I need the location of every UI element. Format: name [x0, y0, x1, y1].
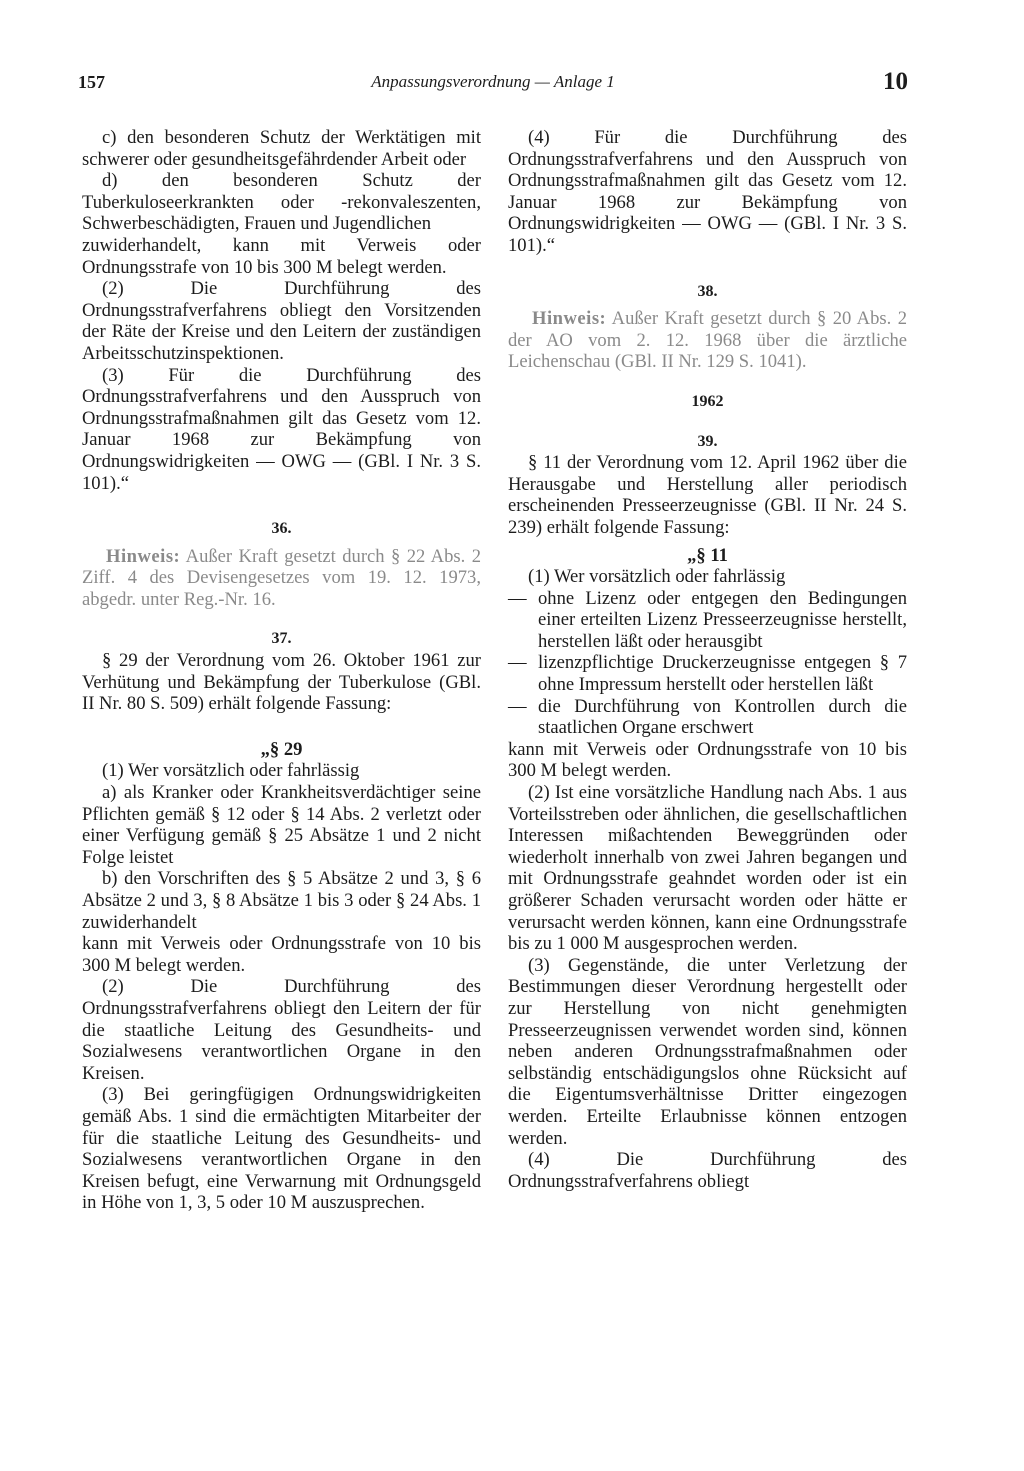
paragraph-29-2: (2) Die Durchführung des Ordnungsstrafverfahrens obliegt den Leitern der für die staatliche Leitung des Gesundheits- und Sozialwesens verantwortlichen Organe in den Kreisen. — [82, 976, 481, 1084]
section-number: 10 — [883, 68, 908, 95]
paragraph-29-penalty: kann mit Verweis oder Ordnungsstrafe von 10 bis 300 M belegt werden. — [82, 933, 481, 976]
list-item-text: ohne Lizenz oder entgegen den Bedingungen einer erteilten Lizenz Presseerzeugnisse herstellt, herstellen läßt oder herausgibt — [538, 587, 907, 652]
paragraph-intro-37: § 29 der Verordnung vom 26. Oktober 1961 zur Verhütung und Bekämpfung der Tuberkulose (GBl. II Nr. 80 S. 509) erhält folgende Fassung: — [82, 650, 481, 715]
list-item — [508, 696, 907, 739]
section-heading-36: 36. — [271, 520, 292, 538]
paragraph-29-b: b) den Vorschriften des § 5 Absätze 2 und 3, § 6 Absätze 2 und 3, § 8 Absätze 1 bis 3 oder § 24 Abs. 1 zuwiderhandelt — [82, 868, 481, 933]
paragraph-2: (2) Die Durchführung des Ordnungsstrafverfahrens obliegt den Vorsitzenden der Räte der Kreise und den Leitern der zuständigen Arbeitsschutzinspektionen. — [82, 278, 481, 364]
paragraph-title-11: „§ 11 — [687, 544, 728, 566]
paragraph-c: c) den besonderen Schutz der Werktätigen mit schwerer oder gesundheitsgefährdender Arbeit oder — [82, 127, 481, 170]
paragraph-11-4: (4) Die Durchführung des Ordnungsstrafverfahrens obliegt — [508, 1149, 907, 1192]
note-36 — [82, 546, 481, 611]
dash-marker: — — [508, 695, 527, 717]
paragraph-d: d) den besonderen Schutz der Tuberkuloseerkrankten oder -rekonvaleszenten, Schwerbeschädigten, Frauen und Jugendlichen — [82, 170, 481, 235]
paragraph-penalty: zuwiderhandelt, kann mit Verweis oder Ordnungsstrafe von 10 bis 300 M belegt werden. — [82, 234, 481, 278]
note-38 — [508, 308, 907, 373]
right-column — [508, 127, 907, 1192]
paragraph-29-3: (3) Bei geringfügigen Ordnungswidrigkeiten gemäß Abs. 1 sind die ermächtigten Mitarbeiter der für die staatliche Leitung des Gesundheits- und Sozialwesens verantwortlichen Organe in den Kreisen befugt, eine Verwarnung mit Ordnungsgeld in Höhe von 1, 3, 5 oder 10 M auszusprechen. — [82, 1084, 481, 1214]
note-label: Hinweis: — [106, 545, 181, 567]
dash-marker: — — [508, 652, 527, 674]
paragraph-11-2: (2) Ist eine vorsätzliche Handlung nach Abs. 1 aus Vorteilsstreben oder ähnlichen, die gesellschaftlichen Interessen mißachtenden Beweggründen oder wiederholt innerhalb von zwei Jahren begangen und mit Ordnungsstrafe geahndet worden oder ist ein größerer Schaden verursacht worden oder hätte er verursacht werden können, kann eine Ordnungsstrafe bis zu 1 000 M ausgesprochen werden. — [508, 782, 907, 955]
paragraph-title-29: „§ 29 — [260, 738, 303, 760]
paragraph-4: (4) Für die Durchführung des Ordnungsstrafverfahrens und den Ausspruch von Ordnungsstrafmaßnahmen gilt das Gesetz vom 12. Januar 1968 zur Bekämpfung von Ordnungswidrigkeiten — OWG — (GBl. I Nr. 3 S. 101).“ — [508, 127, 907, 256]
paragraph-29-1: (1) Wer vorsätzlich oder fahrlässig — [102, 760, 360, 782]
note-text: Außer Kraft gesetzt durch § 22 Abs. 2 Ziff. 4 des Devisengesetzes vom 19. 12. 1973, abgedr. unter Reg.-Nr. 16. — [82, 545, 482, 610]
page-header — [78, 68, 908, 98]
paragraph-3: (3) Für die Durchführung des Ordnungsstrafverfahrens und den Ausspruch von Ordnungsstrafmaßnahmen gilt das Gesetz vom 12. Januar 1968 zur Bekämpfung von Ordnungswidrigkeiten — OWG — (GBl. I Nr. 3 S. 101).“ — [82, 364, 481, 494]
section-heading-39: 39. — [697, 432, 718, 450]
paragraph-29-a: a) als Kranker oder Krankheitsverdächtiger seine Pflichten gemäß § 12 oder § 14 Abs. 2 verletzt oder einer Verfügung gemäß § 25 Absätze 1 und 2 nicht Folge leistet — [82, 782, 481, 868]
list-item-text: lizenzpflichtige Druckerzeugnisse entgegen § 7 ohne Impressum herstellt oder herstellen läßt — [538, 652, 907, 696]
page-number: 157 — [78, 72, 105, 92]
dash-marker: — — [508, 587, 527, 609]
left-column — [82, 127, 481, 1214]
paragraph-11-3: (3) Gegenstände, die unter Verletzung der Bestimmungen dieser Verordnung hergestellt oder zur Herstellung von nicht genehmigten Presseerzeugnissen verwendet worden sind, können neben anderen Ordnungsstrafmaßnahmen oder selbständig entschädigungslos ohne Rücksicht auf die Eigentumsverhältnisse Dritter eingezogen werden. Erteilte Erlaubnisse können entzogen werden. — [508, 954, 907, 1149]
list-item — [508, 588, 907, 653]
section-heading-37: 37. — [271, 630, 292, 648]
list-item — [508, 652, 907, 695]
section-heading-38: 38. — [697, 282, 718, 300]
note-label: Hinweis: — [532, 308, 607, 330]
list-item-text: die Durchführung von Kontrollen durch die staatlichen Organe erschwert — [538, 695, 907, 739]
year-heading: 1962 — [691, 392, 724, 410]
paragraph-intro-39: § 11 der Verordnung vom 12. April 1962 über die Herausgabe und Herstellung aller periodisch erscheinenden Presseerzeugnisse (GBl. II Nr. 24 S. 239) erhält folgende Fassung: — [508, 452, 907, 538]
note-text: Außer Kraft gesetzt durch § 20 Abs. 2 der AO vom 2. 12. 1968 über die ärztliche Leichenschau (GBl. II Nr. 129 S. 1041). — [508, 308, 908, 373]
paragraph-11-1: (1) Wer vorsätzlich oder fahrlässig — [528, 566, 786, 588]
paragraph-11-penalty: kann mit Verweis oder Ordnungsstrafe von 10 bis 300 M belegt werden. — [508, 738, 907, 782]
running-title: Anpassungsverordnung — Anlage 1 — [371, 72, 615, 91]
